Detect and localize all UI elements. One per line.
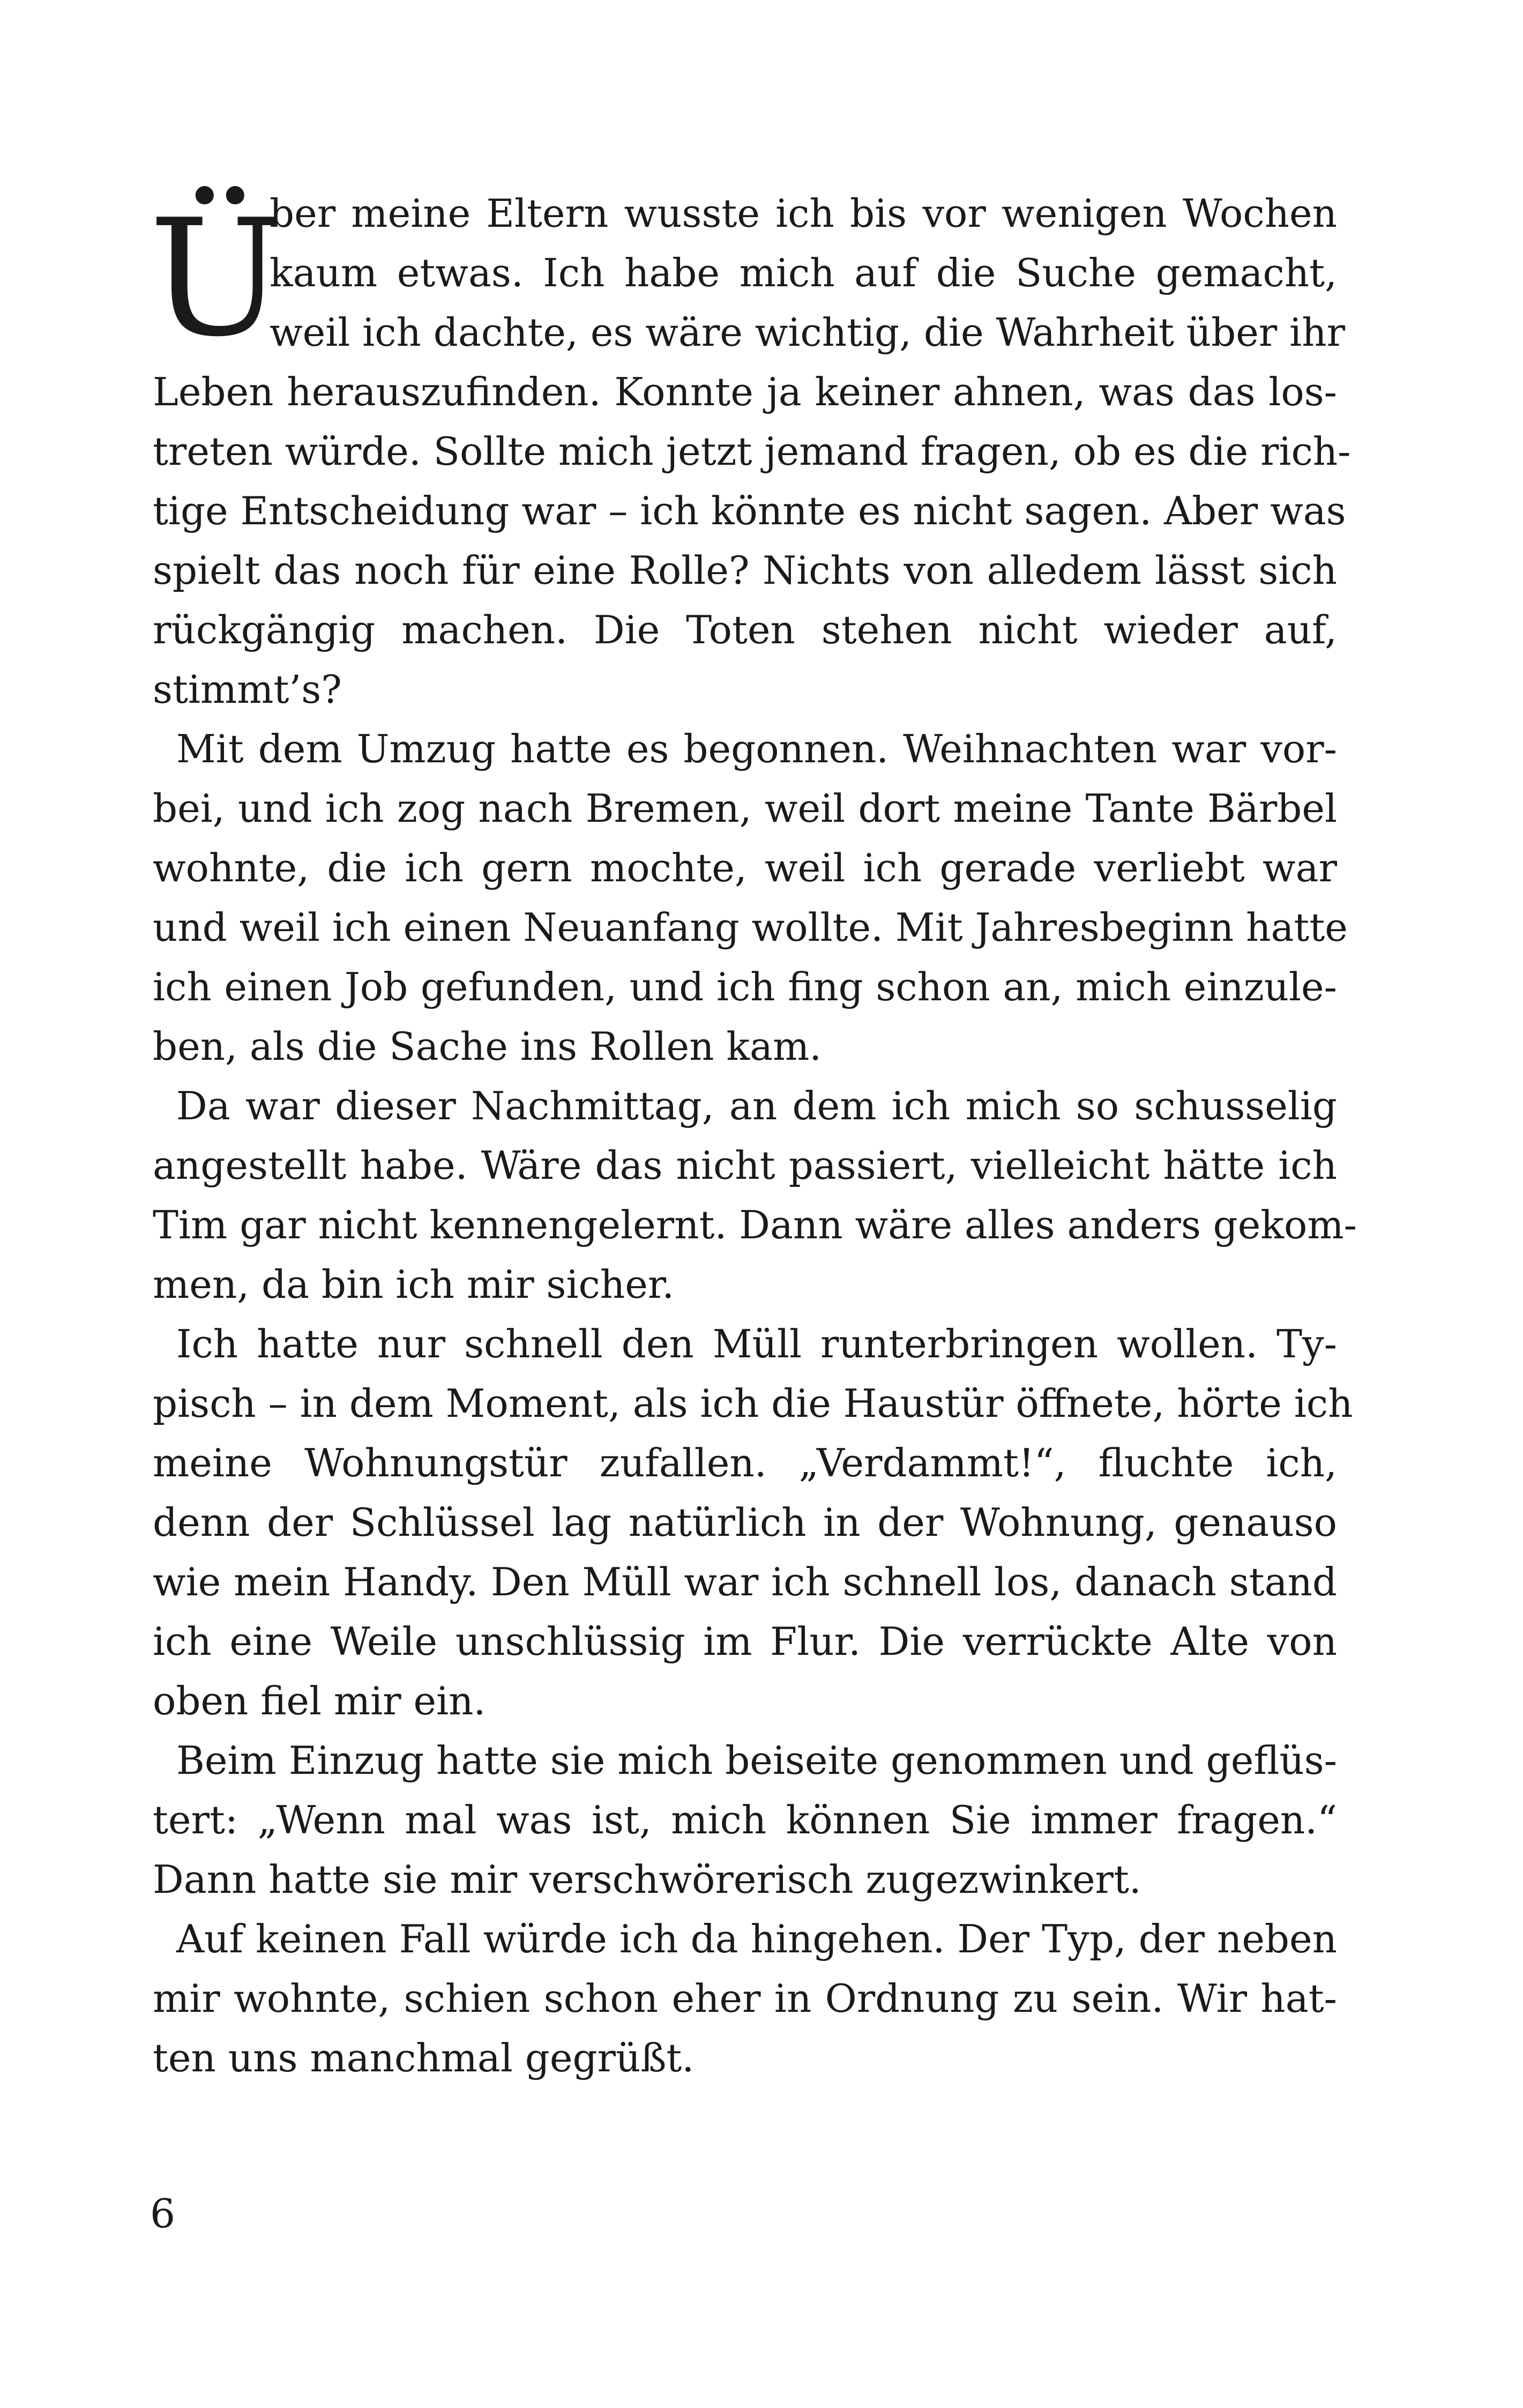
text-line: mir wohnte, schien schon eher in Ordnung zu sein. Wir hat- xyxy=(153,1976,1337,2021)
text-line: ten uns manchmal gegrüßt. xyxy=(153,2035,695,2080)
text-line: angestellt habe. Wäre das nicht passiert, vielleicht hätte ich xyxy=(153,1143,1337,1188)
text-line: tige Entscheidung war – ich könnte es nicht sagen. Aber was xyxy=(153,488,1346,533)
text-line: denn der Schlüssel lag natürlich in der Wohnung, genauso xyxy=(153,1500,1337,1545)
text-line: spielt das noch für eine Rolle? Nichts von alledem lässt sich xyxy=(153,548,1337,593)
text-line: pisch – in dem Moment, als ich die Haustür öffnete, hörte ich xyxy=(153,1381,1353,1426)
text-line: ber meine Eltern wusste ich bis vor wenigen Wochen xyxy=(270,191,1337,236)
text-line: ich eine Weile unschlüssig im Flur. Die verrückte Alte von xyxy=(153,1619,1337,1664)
body-text xyxy=(153,184,1357,2088)
text-line: stimmt’s? xyxy=(153,667,342,712)
page-number: 6 xyxy=(150,2191,176,2237)
text-line: Tim gar nicht kennengelernt. Dann wäre alles anders gekom- xyxy=(153,1202,1357,1247)
text-line: bei, und ich zog nach Bremen, weil dort meine Tante Bärbel xyxy=(153,786,1337,831)
text-line: wohnte, die ich gern mochte, weil ich gerade verliebt war xyxy=(153,845,1337,890)
text-line: tert: „Wenn mal was ist, mich können Sie immer fragen.“ xyxy=(153,1797,1337,1842)
text-line: Ich hatte nur schnell den Müll runterbringen wollen. Ty- xyxy=(176,1321,1337,1366)
text-line: Da war dieser Nachmittag, an dem ich mich so schusselig xyxy=(176,1083,1337,1128)
text-line: Mit dem Umzug hatte es begonnen. Weihnachten war vor- xyxy=(176,726,1337,771)
text-line: men, da bin ich mir sicher. xyxy=(153,1262,675,1307)
text-line: weil ich dachte, es wäre wichtig, die Wahrheit über ihr xyxy=(270,310,1345,355)
text-line: ben, als die Sache ins Rollen kam. xyxy=(153,1024,822,1069)
text-line: und weil ich einen Neuanfang wollte. Mit Jahresbeginn hatte xyxy=(153,905,1348,950)
text-line: Dann hatte sie mir verschwörerisch zugezwinkert. xyxy=(153,1857,1141,1902)
text-line: kaum etwas. Ich habe mich auf die Suche gemacht, xyxy=(270,250,1337,295)
text-line: treten würde. Sollte mich jetzt jemand fragen, ob es die rich- xyxy=(153,429,1351,474)
drop-cap: Ü xyxy=(149,185,285,372)
text-line: oben fiel mir ein. xyxy=(153,1678,486,1723)
text-line: wie mein Handy. Den Müll war ich schnell los, danach stand xyxy=(153,1559,1337,1604)
text-line: Auf keinen Fall würde ich da hingehen. Der Typ, der neben xyxy=(176,1916,1337,1961)
text-line: meine Wohnungstür zufallen. „Verdammt!“, fluchte ich, xyxy=(153,1440,1337,1485)
text-line: Beim Einzug hatte sie mich beiseite genommen und geflüs- xyxy=(176,1738,1337,1783)
text-line: rückgängig machen. Die Toten stehen nicht wieder auf, xyxy=(153,607,1337,652)
text-line: Leben herauszufinden. Konnte ja keiner ahnen, was das los- xyxy=(153,369,1337,414)
text-line: ich einen Job gefunden, und ich fing schon an, mich einzule- xyxy=(153,964,1337,1009)
